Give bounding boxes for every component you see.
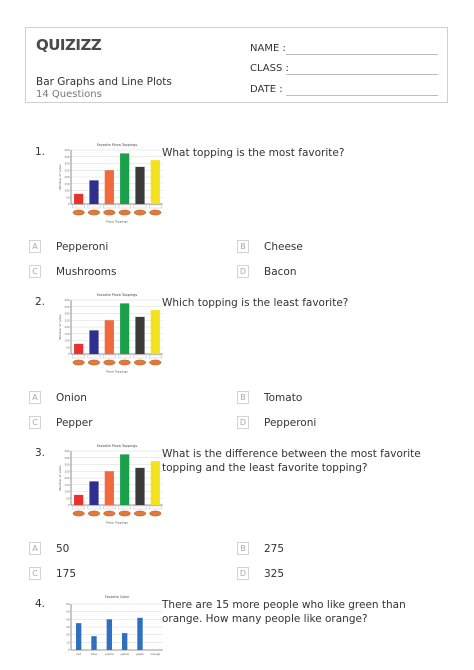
option-letter: C <box>29 416 41 429</box>
y-axis-label: Number of votes <box>58 314 62 340</box>
bar <box>105 170 114 204</box>
bar <box>135 468 144 505</box>
option-a[interactable]: A Onion <box>29 391 87 404</box>
category-label-box <box>88 506 100 509</box>
bar <box>74 344 83 354</box>
y-tick-label: 200 <box>64 176 70 179</box>
y-tick-label: 50 <box>66 497 70 501</box>
category-label-box <box>119 355 131 358</box>
category-label-box <box>103 355 115 358</box>
pizza-toppings-chart <box>57 140 169 224</box>
question-text: There are 15 more people who like green than orange. How many people like orange? <box>162 599 406 625</box>
chart-title: Favorite Color <box>104 595 130 599</box>
y-tick-label: 150 <box>64 332 70 336</box>
option-a[interactable]: A Pepperoni <box>29 240 108 253</box>
x-axis-label: Pizza Toppings <box>106 520 128 525</box>
option-letter: C <box>29 265 41 278</box>
option-letter: A <box>29 240 41 253</box>
question-text: What topping is the most favorite? <box>162 147 345 159</box>
pizza-icon <box>88 360 100 365</box>
x-tick-label: orange <box>150 652 161 656</box>
category-label-box <box>88 355 100 358</box>
bar <box>120 303 129 354</box>
category-label-box <box>134 506 146 509</box>
category-label-box <box>103 506 115 509</box>
y-tick-label: 100 <box>64 189 70 193</box>
y-tick-label: 200 <box>64 326 70 329</box>
x-tick-label: red <box>76 652 81 656</box>
pizza-icon <box>73 210 85 215</box>
y-tick-label: 0 <box>67 504 70 507</box>
y-tick-label: 300 <box>64 463 70 467</box>
question-number: 1. <box>35 146 46 158</box>
category-label-box <box>73 506 85 509</box>
option-d[interactable]: D Pepperoni <box>237 416 316 429</box>
y-tick-label: 0 <box>67 203 70 206</box>
pizza-icon <box>104 210 116 215</box>
option-letter: A <box>29 391 41 404</box>
worksheet-header <box>25 27 448 103</box>
worksheet-title: Bar Graphs and Line Plots <box>36 76 172 88</box>
option-b[interactable]: B 275 <box>237 542 284 555</box>
pizza-icon <box>150 360 162 365</box>
option-letter: B <box>237 542 249 555</box>
bar <box>135 317 144 354</box>
y-tick-label: 350 <box>64 155 70 159</box>
y-tick-label: 0 <box>67 649 70 652</box>
pizza-icon <box>88 210 100 215</box>
y-tick-label: 400 <box>64 299 70 302</box>
pizza-icon <box>134 511 146 516</box>
bar <box>151 160 160 204</box>
x-tick-label: yellow <box>120 652 129 656</box>
chart-title: Favorite Pizza Toppings <box>96 143 138 147</box>
bar <box>74 194 83 204</box>
y-tick-label: 50 <box>66 196 70 200</box>
bar <box>120 153 129 204</box>
y-tick-label: 0 <box>67 353 70 356</box>
category-label-box <box>134 355 146 358</box>
y-tick-label: 30 <box>66 626 70 629</box>
bar <box>74 495 83 505</box>
bar <box>120 454 129 505</box>
pizza-icon <box>104 511 116 516</box>
pizza-icon <box>73 360 85 365</box>
category-label-box <box>88 205 100 208</box>
bar <box>89 180 98 204</box>
option-letter: B <box>237 391 249 404</box>
option-a[interactable]: A 50 <box>29 542 69 555</box>
y-axis-label: Number of votes <box>58 465 62 491</box>
option-c[interactable]: C Pepper <box>29 416 93 429</box>
category-label-box <box>73 205 85 208</box>
bar <box>107 619 112 650</box>
option-d[interactable]: D 325 <box>237 567 284 580</box>
category-label-box <box>103 205 115 208</box>
option-letter: B <box>237 240 249 253</box>
chart-title: Favorite Pizza Toppings <box>96 444 138 448</box>
y-tick-label: 20 <box>66 633 70 637</box>
y-tick-label: 10 <box>66 641 70 645</box>
question-text: Which topping is the least favorite? <box>162 297 349 309</box>
category-label-box <box>149 506 161 509</box>
option-c[interactable]: C 175 <box>29 567 76 580</box>
class-field[interactable]: CLASS : <box>250 63 289 74</box>
bar <box>122 633 127 650</box>
y-tick-label: 150 <box>64 182 70 186</box>
pizza-icon <box>134 210 146 215</box>
option-letter: A <box>29 542 41 555</box>
bar <box>76 623 81 650</box>
x-tick-label: purple <box>105 652 114 656</box>
quizizz-logo: QUIZIZZ <box>36 36 102 54</box>
option-letter: C <box>29 567 41 580</box>
question-number: 4. <box>35 598 46 610</box>
question-count: 14 Questions <box>36 89 102 100</box>
bar <box>91 636 96 650</box>
category-label-box <box>119 205 131 208</box>
pizza-icon <box>88 511 100 516</box>
category-label-box <box>149 205 161 208</box>
option-letter: D <box>237 567 249 580</box>
bar <box>151 310 160 354</box>
option-c[interactable]: C Mushrooms <box>29 265 116 278</box>
x-axis-label: Pizza Toppings <box>106 369 128 374</box>
category-label-box <box>73 355 85 358</box>
y-tick-label: 250 <box>64 470 70 474</box>
category-label-box <box>119 506 131 509</box>
chart-title: Favorite Pizza Toppings <box>96 293 138 297</box>
y-axis-label: Number of votes <box>58 164 62 190</box>
question-text: What is the difference between the most favorite topping and the least favorite topping? <box>162 448 421 474</box>
option-letter: D <box>237 416 249 429</box>
y-tick-label: 400 <box>64 149 70 152</box>
y-tick-label: 100 <box>64 339 70 343</box>
x-axis-label: Pizza Toppings <box>106 219 128 224</box>
pizza-toppings-chart <box>57 290 169 374</box>
category-label-box <box>149 355 161 358</box>
pizza-icon <box>150 210 162 215</box>
option-b[interactable]: B Cheese <box>237 240 303 253</box>
question-number: 3. <box>35 447 46 459</box>
pizza-icon <box>119 360 131 365</box>
x-tick-label: blue <box>91 652 97 656</box>
y-tick-label: 300 <box>64 162 70 166</box>
bar <box>137 618 142 650</box>
y-tick-label: 150 <box>64 483 70 487</box>
pizza-icon <box>73 511 85 516</box>
bar <box>135 167 144 204</box>
question-number: 2. <box>35 296 46 308</box>
bar <box>89 330 98 354</box>
x-tick-label: green <box>136 652 144 656</box>
bar <box>151 461 160 505</box>
category-label-box <box>134 205 146 208</box>
pizza-icon <box>134 360 146 365</box>
y-tick-label: 250 <box>64 169 70 173</box>
option-d[interactable]: D Bacon <box>237 265 297 278</box>
bar <box>89 481 98 505</box>
pizza-toppings-chart <box>57 441 169 525</box>
pizza-icon <box>150 511 162 516</box>
y-tick-label: 250 <box>64 319 70 323</box>
bar <box>105 320 114 354</box>
pizza-icon <box>119 511 131 516</box>
y-tick-label: 50 <box>66 346 70 350</box>
option-letter: D <box>237 265 249 278</box>
y-tick-label: 50 <box>66 610 70 614</box>
pizza-icon <box>119 210 131 215</box>
y-tick-label: 100 <box>64 490 70 494</box>
y-tick-label: 60 <box>66 603 70 606</box>
y-tick-label: 300 <box>64 312 70 316</box>
y-tick-label: 350 <box>64 305 70 309</box>
y-tick-label: 40 <box>66 618 70 622</box>
pizza-icon <box>104 360 116 365</box>
y-tick-label: 200 <box>64 477 70 480</box>
y-tick-label: 400 <box>64 450 70 453</box>
name-field[interactable]: NAME : <box>250 43 286 54</box>
y-tick-label: 350 <box>64 456 70 460</box>
bar <box>105 471 114 505</box>
favorite-color-chart <box>57 592 169 662</box>
date-field[interactable]: DATE : <box>250 84 283 95</box>
option-b[interactable]: B Tomato <box>237 391 302 404</box>
